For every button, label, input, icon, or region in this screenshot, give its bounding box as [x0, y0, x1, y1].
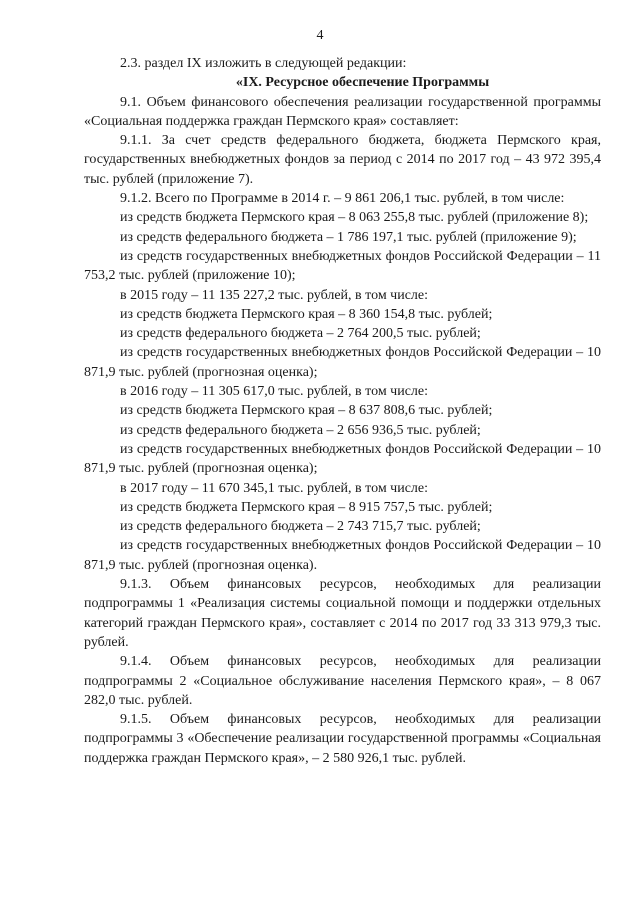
page-number: 4 [316, 28, 324, 43]
year-2017-extrabudgetary-funds: из средств государственных внебюджетных фондов Российской Федерации – 10 871,9 тыс. рублей (прогнозная оценка). [84, 538, 601, 573]
paragraph-9-1-2: 9.1.2. Всего по Программе в 2014 г. – 9 861 206,1 тыс. рублей, в том числе: [120, 191, 565, 207]
year-2017-regional-budget: из средств бюджета Пермского края – 8 915 757,5 тыс. рублей; [120, 499, 493, 515]
paragraph-9-1-4: 9.1.4. Объем финансовых ресурсов, необходимых для реализации подпрограммы 2 «Социальное обслуживание населения Пермского края», – 8 067 282,0 тыс. рублей. [84, 654, 601, 708]
year-2016-extrabudgetary-funds: из средств государственных внебюджетных фондов Российской Федерации – 10 871,9 тыс. рублей (прогнозная оценка); [84, 441, 601, 477]
year-2015-federal-budget: из средств федерального бюджета – 2 764 200,5 тыс. рублей; [120, 326, 481, 342]
year-2014-extrabudgetary-funds: из средств государственных внебюджетных фондов Российской Федерации – 11 753,2 тыс. рублей (приложение 10); [84, 248, 601, 284]
year-2016-federal-budget: из средств федерального бюджета – 2 656 936,5 тыс. рублей; [120, 422, 481, 438]
year-2017-federal-budget: из средств федерального бюджета – 2 743 715,7 тыс. рублей; [120, 519, 481, 535]
paragraph-9-1-1: 9.1.1. За счет средств федерального бюджета, бюджета Пермского края, государственных внебюджетных фондов за период с 2014 по 2017 год – 43 972 395,4 тыс. рублей (приложение 7). [84, 133, 601, 187]
paragraph-9-1-3: 9.1.3. Объем финансовых ресурсов, необходимых для реализации подпрограммы 1 «Реализация системы социальной помощи и поддержки отдельных категорий граждан Пермского края», составляет с 2014 по 2017 год 33 313 979,3 тыс. рублей. [84, 577, 601, 650]
paragraph-9-1: 9.1. Объем финансового обеспечения реализации государственной программы «Социальная поддержка граждан Пермского края» составляет: [84, 94, 601, 129]
year-2014-regional-budget: из средств бюджета Пермского края – 8 063 255,8 тыс. рублей (приложение 8); [120, 210, 589, 226]
year-2015-total: в 2015 году – 11 135 227,2 тыс. рублей, в том числе: [120, 287, 429, 303]
intro-paragraph: 2.3. раздел IX изложить в следующей редакции: [120, 56, 407, 71]
year-2015-regional-budget: из средств бюджета Пермского края – 8 360 154,8 тыс. рублей; [120, 306, 493, 322]
year-2016-total: в 2016 году – 11 305 617,0 тыс. рублей, в том числе: [120, 384, 429, 400]
document-body [84, 54, 601, 768]
year-2015-extrabudgetary-funds: из средств государственных внебюджетных фондов Российской Федерации – 10 871,9 тыс. рублей (прогнозная оценка); [84, 345, 601, 380]
section-title: «IX. Ресурсное обеспечение Программы [235, 75, 490, 91]
year-2017-total: в 2017 году – 11 670 345,1 тыс. рублей, в том числе: [120, 480, 429, 496]
year-2016-regional-budget: из средств бюджета Пермского края – 8 637 808,6 тыс. рублей; [120, 403, 493, 419]
paragraph-9-1-5: 9.1.5. Объем финансовых ресурсов, необходимых для реализации подпрограммы 3 «Обеспечение реализации государственной программы «Социальная поддержка граждан Пермского края», – 2 580 926,1 тыс. рублей. [84, 712, 601, 766]
year-2014-federal-budget: из средств федерального бюджета – 1 786 197,1 тыс. рублей (приложение 9); [120, 229, 577, 245]
